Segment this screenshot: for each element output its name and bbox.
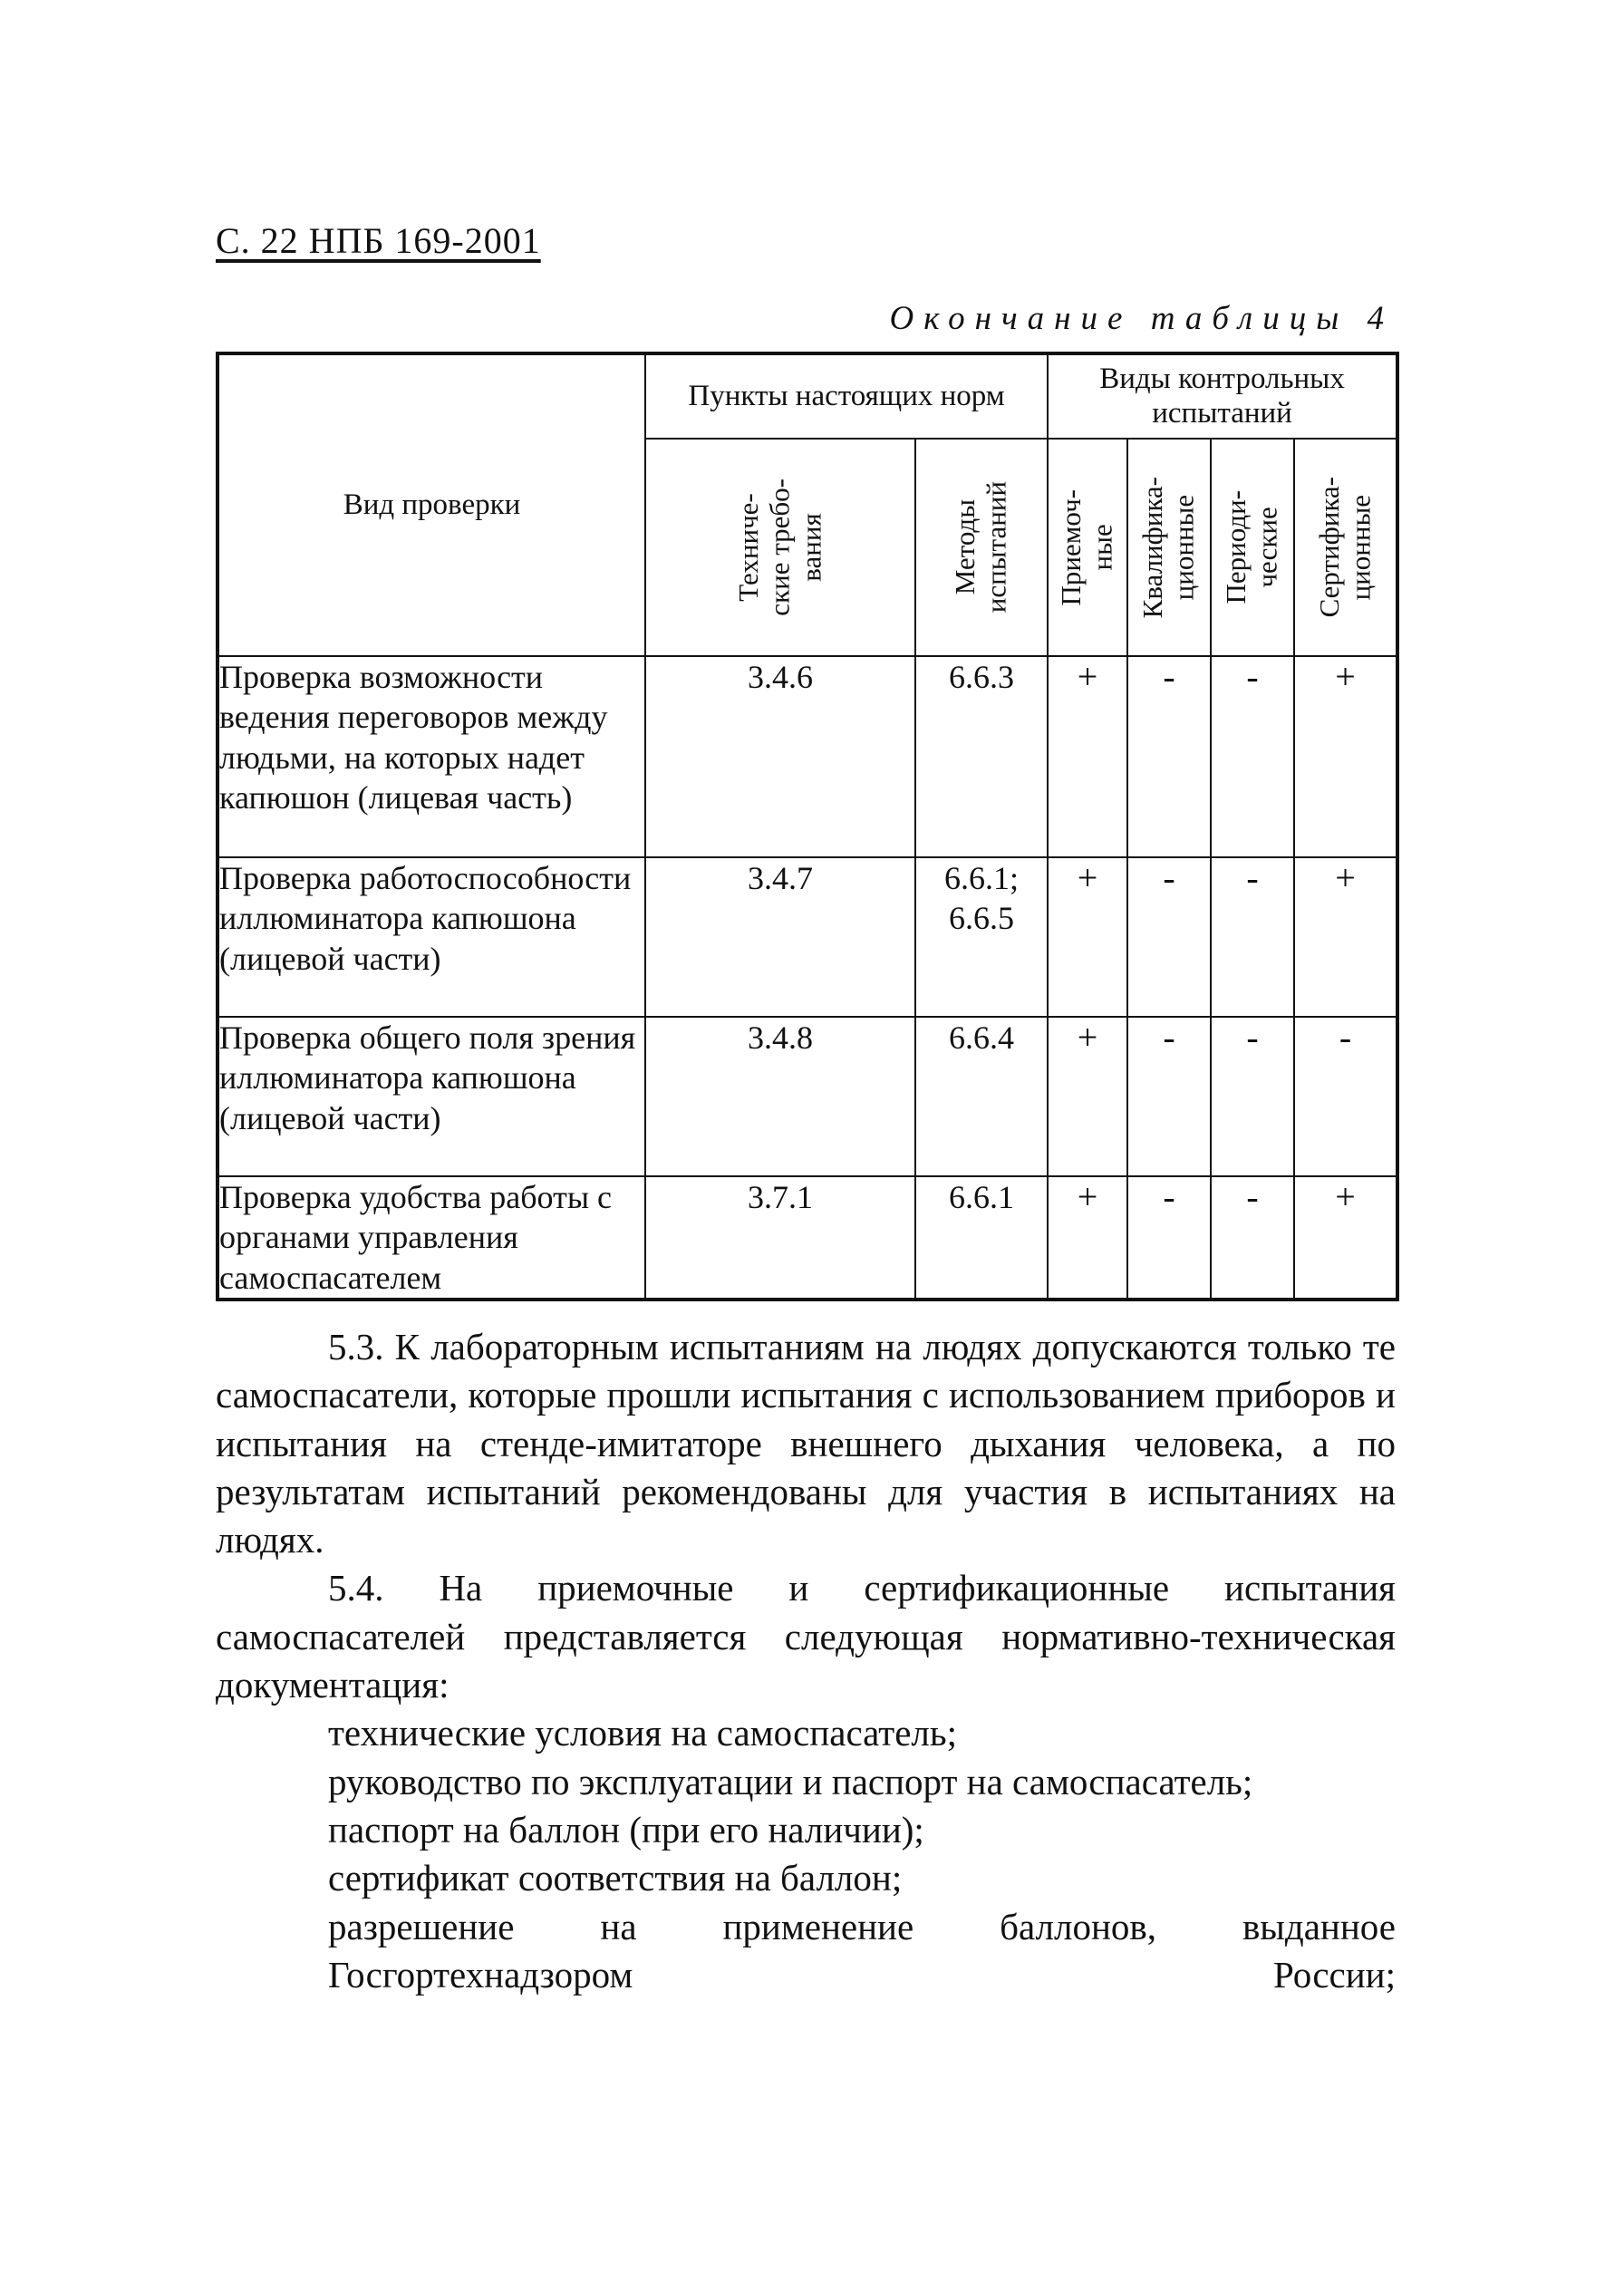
acceptance-cell: + [1048,857,1127,1017]
document-body [216,1323,1396,1999]
qualification-cell: - [1127,1017,1211,1176]
acceptance-cell: + [1048,656,1127,857]
header-tech-requirements: Техниче- ские требо- вания [645,439,915,656]
certification-cell: - [1294,1017,1397,1176]
tech-req-cell: 3.4.6 [645,656,915,857]
list-item: разрешение на применение баллонов, выданное Госгортехнадзором России; [328,1905,1396,1996]
header-norm-points: Пункты настоящих норм [645,353,1048,439]
header-certification: Сертифика- ционные [1294,439,1397,656]
check-name: Проверка общего поля зрения иллюминатора капюшона (лицевой части) [218,1017,645,1176]
certification-cell: + [1294,656,1397,857]
list-item: руководство по эксплуатации и паспорт на самоспасатель; [328,1760,1253,1802]
qualification-cell: - [1127,656,1211,857]
header-test-methods: Методы испытаний [915,439,1048,656]
periodic-cell: - [1211,857,1294,1017]
tech-req-cell: 3.4.8 [645,1017,915,1176]
methods-cell: 6.6.3 [915,656,1048,857]
header-check-type: Вид проверки [218,353,645,656]
table-caption: Окончание таблицы 4 [889,300,1394,337]
inspection-table [216,352,1399,1301]
periodic-cell: - [1211,1017,1294,1176]
paragraph-5-4: 5.4. На приемочные и сертификационные испытания самоспасателей представляется следующая нормативно-техническая документация: [216,1567,1396,1706]
list-item: технические условия на самоспасатель; [328,1712,957,1754]
periodic-cell: - [1211,1176,1294,1300]
qualification-cell: - [1127,857,1211,1017]
table-row [218,1017,1397,1176]
qualification-cell: - [1127,1176,1211,1300]
certification-cell: + [1294,857,1397,1017]
list-item: паспорт на баллон (при его наличии); [328,1808,924,1851]
table-row [218,1176,1397,1300]
check-name: Проверка работоспособности иллюминатора капюшона (лицевой части) [218,857,645,1017]
header-test-types: Виды контрольных испытаний [1048,353,1397,439]
tech-req-cell: 3.4.7 [645,857,915,1017]
table-row [218,656,1397,857]
periodic-cell: - [1211,656,1294,857]
methods-cell: 6.6.4 [915,1017,1048,1176]
header-periodic: Периоди- ческие [1211,439,1294,656]
acceptance-cell: + [1048,1017,1127,1176]
acceptance-cell: + [1048,1176,1127,1300]
methods-cell: 6.6.1; 6.6.5 [915,857,1048,1017]
table-row [218,857,1397,1017]
certification-cell: + [1294,1176,1397,1300]
page-header: С. 22 НПБ 169-2001 [216,220,541,261]
tech-req-cell: 3.7.1 [645,1176,915,1300]
header-qualification: Квалифика- ционные [1127,439,1211,656]
list-item: сертификат соответствия на баллон; [328,1857,903,1899]
check-name: Проверка удобства работы с органами управления самоспасателем [218,1176,645,1300]
check-name: Проверка возможности ведения переговоров между людьми, на которых надет капюшон (лицевая часть) [218,656,645,857]
methods-cell: 6.6.1 [915,1176,1048,1300]
header-acceptance: Приемоч- ные [1048,439,1127,656]
paragraph-5-3: 5.3. К лабораторным испытаниям на людях допускаются только те самоспасатели, которые прошли испытания с использованием приборов и испытания на стенде-имитаторе внешнего дыхания человека, а по результатам испытаний рекомендованы для участия в испытаниях на людях. [216,1326,1396,1561]
